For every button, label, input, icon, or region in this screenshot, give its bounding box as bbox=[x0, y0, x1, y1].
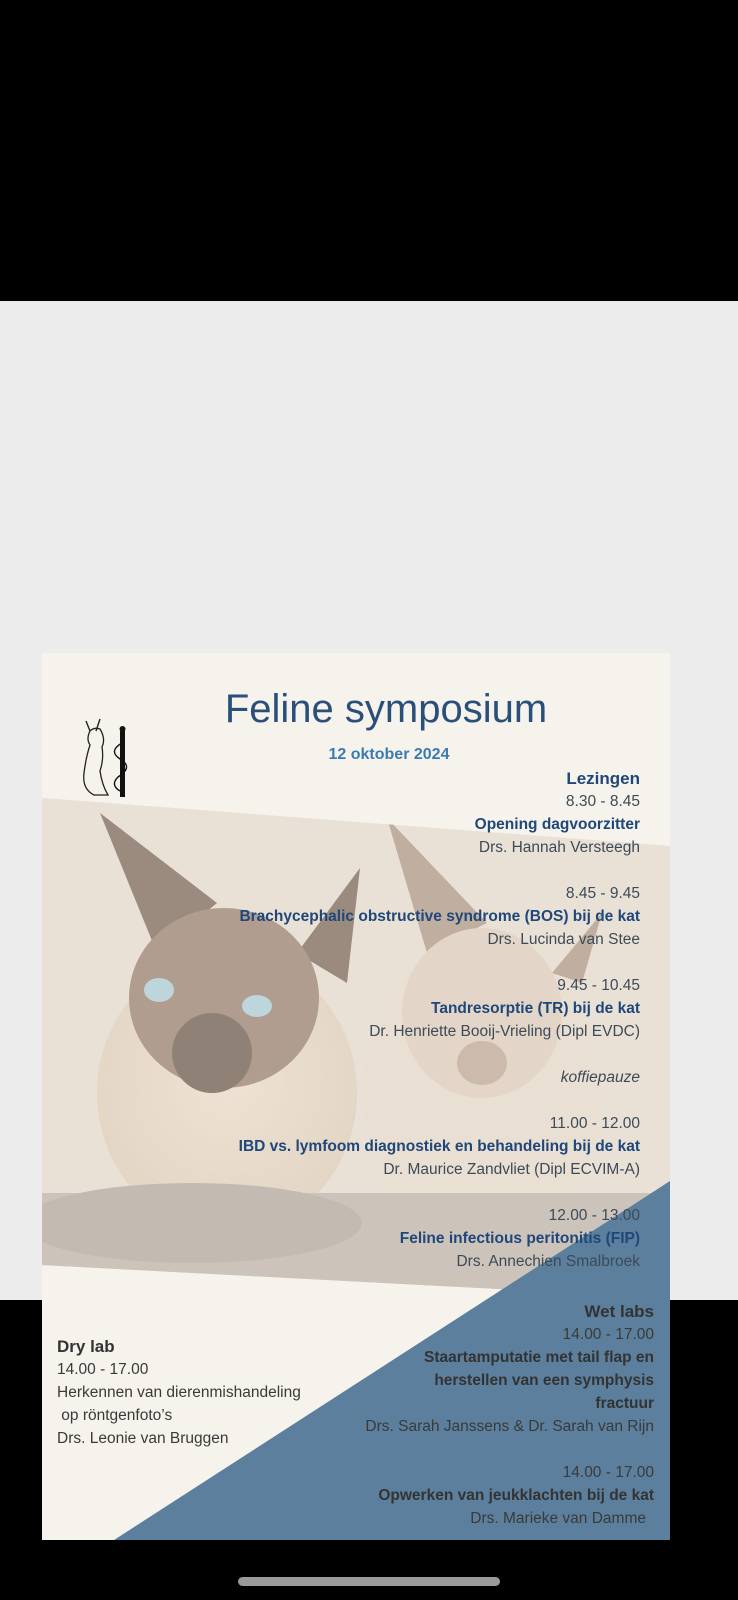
symposium-poster bbox=[42, 653, 670, 1540]
poster-title: Feline symposium bbox=[224, 687, 548, 731]
lecture-time: 11.00 - 12.00 bbox=[549, 1115, 640, 1132]
dry-lab bbox=[57, 1335, 301, 1450]
lectures-heading: Lezingen bbox=[566, 769, 640, 788]
image-viewer bbox=[0, 301, 738, 1527]
lecture-speaker: Drs. Annechien Smalbroek bbox=[456, 1253, 640, 1270]
lecture-speaker: Dr. Maurice Zandvliet (Dipl ECVIM-A) bbox=[383, 1161, 640, 1178]
lecture-title: Feline infectious peritonitis (FIP) bbox=[399, 1230, 640, 1247]
dry-lab-line: op röntgenfoto’s bbox=[57, 1407, 173, 1424]
lectures-schedule bbox=[239, 767, 640, 1273]
lecture-time: 8.45 - 9.45 bbox=[565, 885, 640, 902]
lecture-title: Opening dagvoorzitter bbox=[474, 816, 640, 833]
lecture-title: Tandresorptie (TR) bij de kat bbox=[431, 1000, 640, 1017]
wet-lab-time: 14.00 - 17.00 bbox=[562, 1326, 654, 1343]
lecture-speaker: Drs. Lucinda van Stee bbox=[487, 931, 640, 948]
wet-lab-speaker: Drs. Marieke van Damme bbox=[470, 1510, 646, 1527]
wet-lab-title-line: fractuur bbox=[595, 1395, 654, 1412]
lecture-title: Brachycephalic obstructive syndrome (BOS) bij de kat bbox=[239, 908, 640, 925]
wet-lab-title-line: Opwerken van jeukklachten bij de kat bbox=[378, 1487, 654, 1504]
lecture-time: 12.00 - 13.00 bbox=[548, 1207, 640, 1224]
wet-lab-time: 14.00 - 17.00 bbox=[562, 1464, 654, 1481]
dry-lab-time: 14.00 - 17.00 bbox=[57, 1361, 149, 1378]
poster-date: 12 oktober 2024 bbox=[328, 746, 450, 763]
lecture-speaker: Dr. Henriette Booij-Vrieling (Dipl EVDC) bbox=[369, 1023, 640, 1040]
lecture-time: 8.30 - 8.45 bbox=[565, 793, 640, 810]
wet-labs-heading: Wet labs bbox=[584, 1302, 654, 1321]
coffee-break: koffiepauze bbox=[560, 1069, 640, 1086]
wet-lab-speaker: Drs. Sarah Janssens & Dr. Sarah van Rijn bbox=[365, 1418, 654, 1435]
wet-lab-title-line: Staartamputatie met tail flap en bbox=[424, 1349, 654, 1366]
dry-lab-speaker: Drs. Leonie van Bruggen bbox=[57, 1430, 229, 1447]
wet-labs bbox=[365, 1300, 654, 1530]
dry-lab-heading: Dry lab bbox=[57, 1337, 115, 1356]
wet-lab-title-line: herstellen van een symphysis bbox=[434, 1372, 654, 1389]
lecture-speaker: Drs. Hannah Versteegh bbox=[478, 839, 640, 856]
lecture-title: IBD vs. lymfoom diagnostiek en behandeling bij de kat bbox=[238, 1138, 640, 1155]
dry-lab-line: Herkennen van dierenmishandeling bbox=[57, 1384, 301, 1401]
lecture-time: 9.45 - 10.45 bbox=[557, 977, 640, 994]
home-indicator[interactable] bbox=[238, 1577, 500, 1586]
